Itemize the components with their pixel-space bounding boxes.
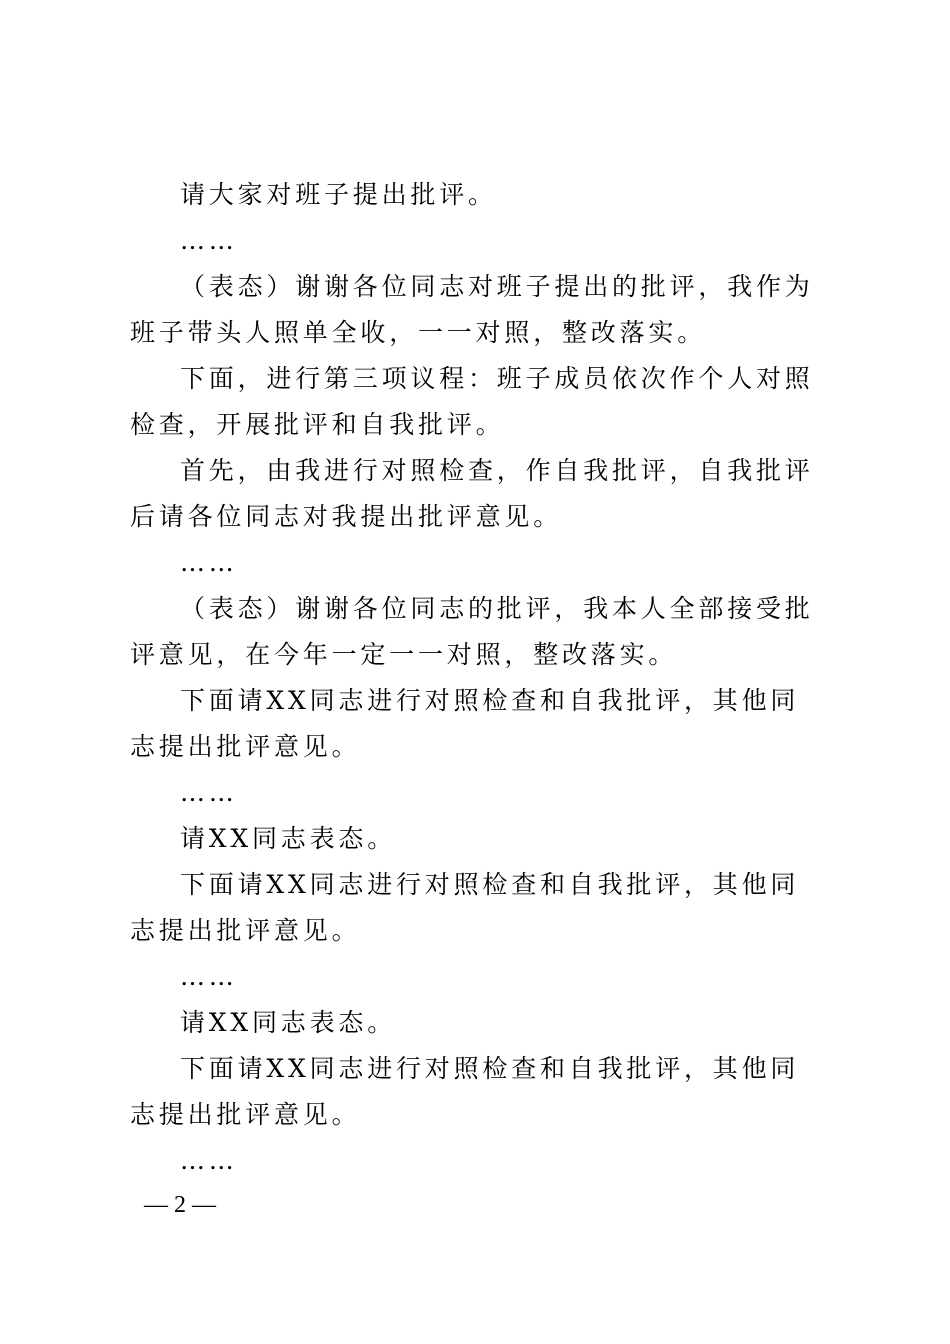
ellipsis-line: …… <box>180 1146 238 1175</box>
paragraph: 下面请XX同志进行对照检查和自我批评，其他同志提出批评意见。 <box>130 870 800 945</box>
page-number: — 2 — <box>144 1192 216 1218</box>
paragraph: （表态）谢谢各位同志对班子提出的批评，我作为班子带头人照单全收，一一对照，整改落实。 <box>130 272 814 347</box>
paragraph: 请XX同志表态。 <box>180 1008 396 1037</box>
paragraph: 请XX同志表态。 <box>180 824 396 853</box>
document-body <box>130 172 826 1184</box>
paragraph: 下面，进行第三项议程：班子成员依次作个人对照检查，开展批评和自我批评。 <box>130 364 814 439</box>
ellipsis-line: …… <box>180 548 238 577</box>
ellipsis-line: …… <box>180 778 238 807</box>
paragraph: 请大家对班子提出批评。 <box>180 180 497 209</box>
ellipsis-line: …… <box>180 962 238 991</box>
paragraph: 下面请XX同志进行对照检查和自我批评，其他同志提出批评意见。 <box>130 686 800 761</box>
paragraph: （表态）谢谢各位同志的批评，我本人全部接受批评意见，在今年一定一一对照，整改落实。 <box>130 594 814 669</box>
ellipsis-line: …… <box>180 226 238 255</box>
paragraph: 首先，由我进行对照检查，作自我批评，自我批评后请各位同志对我提出批评意见。 <box>130 456 814 531</box>
paragraph: 下面请XX同志进行对照检查和自我批评，其他同志提出批评意见。 <box>130 1054 800 1129</box>
